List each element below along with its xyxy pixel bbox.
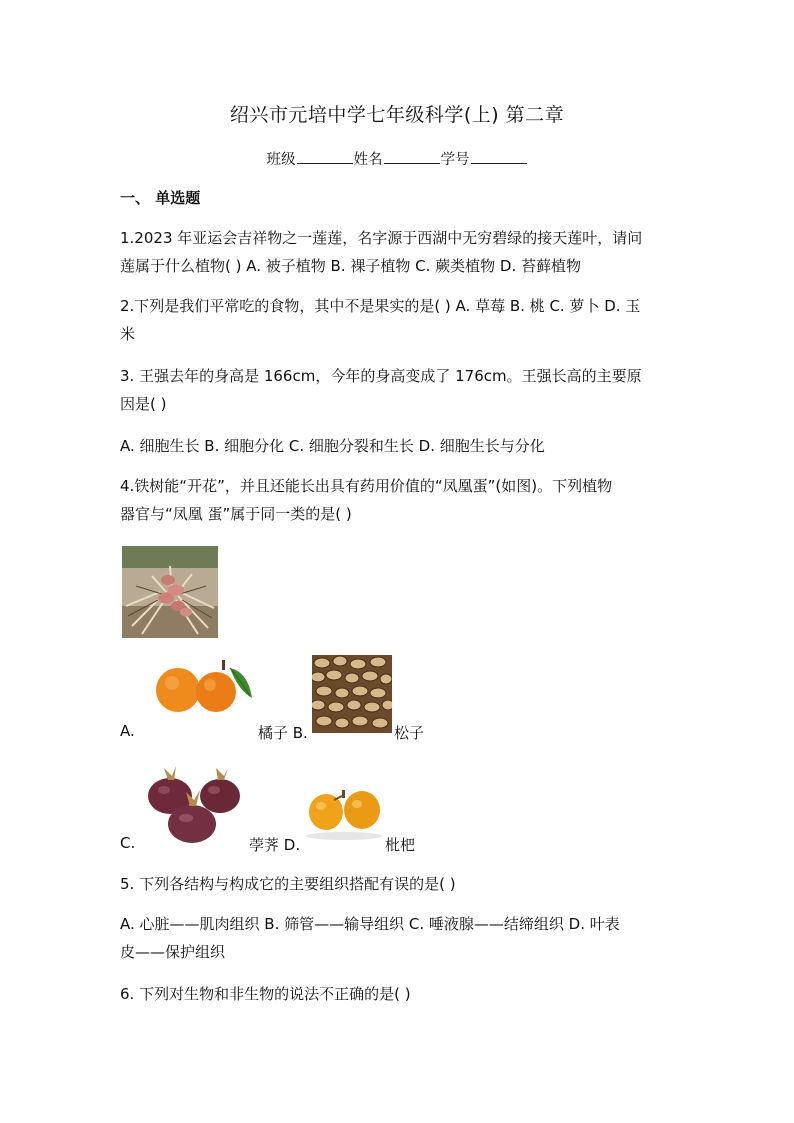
cycad-photo-icon [122, 546, 218, 638]
student-info-line [0, 148, 794, 169]
option-a-letter: A. [120, 722, 135, 740]
question-4-line-2: 器官与“凤凰 蛋”属于同一类的是( ) [120, 505, 352, 523]
option-a-text: 橘子 B. [258, 724, 308, 742]
water-chestnut-image [140, 764, 244, 846]
question-4-line-1: 4.铁树能“开花”，并且还能长出具有药用价值的“凤凰蛋”(如图)。下列植物 [120, 477, 613, 495]
pine-nuts-photo-icon [312, 655, 392, 733]
orange-photo-icon [150, 650, 254, 722]
question-3-line-2: 因是( ) [120, 395, 167, 413]
class-blank[interactable] [297, 149, 353, 164]
class-label: 班级 [266, 152, 296, 168]
question-1 [120, 224, 676, 280]
question-5-options-line-1: A. 心脏——肌肉组织 B. 筛管——输导组织 C. 唾液腺——结缔组织 D. 叶表 [120, 915, 620, 933]
question-1-line-2: 莲属于什么植物( ) A. 被子植物 B. 裸子植物 C. 蕨类植物 D. 苔藓植物 [120, 257, 582, 275]
loquat-image [304, 784, 384, 840]
loquat-photo-icon [304, 784, 384, 840]
question-4 [120, 472, 676, 528]
question-1-line-1: 1.2023 年亚运会吉祥物之一莲莲，名字源于西湖中无穷碧绿的接天莲叶，请问 [120, 229, 643, 247]
question-5-options [120, 910, 676, 966]
water-chestnut-photo-icon [140, 764, 244, 846]
question-3-options: A. 细胞生长 B. 细胞分化 C. 细胞分裂和生长 D. 细胞生长与分化 [120, 437, 545, 455]
question-2 [120, 292, 676, 348]
cycad-phoenix-egg-image [122, 546, 218, 638]
question-3 [120, 362, 676, 418]
option-b-text: 松子 [394, 724, 425, 742]
question-6-stem: 6. 下列对生物和非生物的说法不正确的是( ) [120, 985, 411, 1003]
question-5-stem: 5. 下列各结构与构成它的主要组织搭配有误的是( ) [120, 875, 456, 893]
question-2-line-2: 米 [120, 325, 136, 343]
option-c-letter: C. [120, 834, 136, 852]
question-5-options-line-2: 皮——保护组织 [120, 943, 226, 961]
name-blank[interactable] [384, 149, 440, 164]
question-2-line-1: 2.下列是我们平常吃的食物，其中不是果实的是( ) A. 草莓 B. 桃 C. 萝卜 D. 玉 [120, 297, 641, 315]
section-title: 一、 单选题 [120, 189, 201, 207]
id-label: 学号 [440, 152, 470, 168]
pine-nuts-image [312, 655, 392, 733]
id-blank[interactable] [471, 149, 527, 164]
orange-image [150, 650, 254, 722]
page-title: 绍兴市元培中学七年级科学(上) 第二章 [229, 104, 565, 126]
name-label: 姓名 [353, 152, 383, 168]
option-c-text: 荸荠 D. [249, 836, 301, 854]
option-d-text: 枇杷 [385, 836, 416, 854]
question-3-line-1: 3. 王强去年的身高是 166cm，今年的身高变成了 176cm。王强长高的主要原 [120, 367, 642, 385]
